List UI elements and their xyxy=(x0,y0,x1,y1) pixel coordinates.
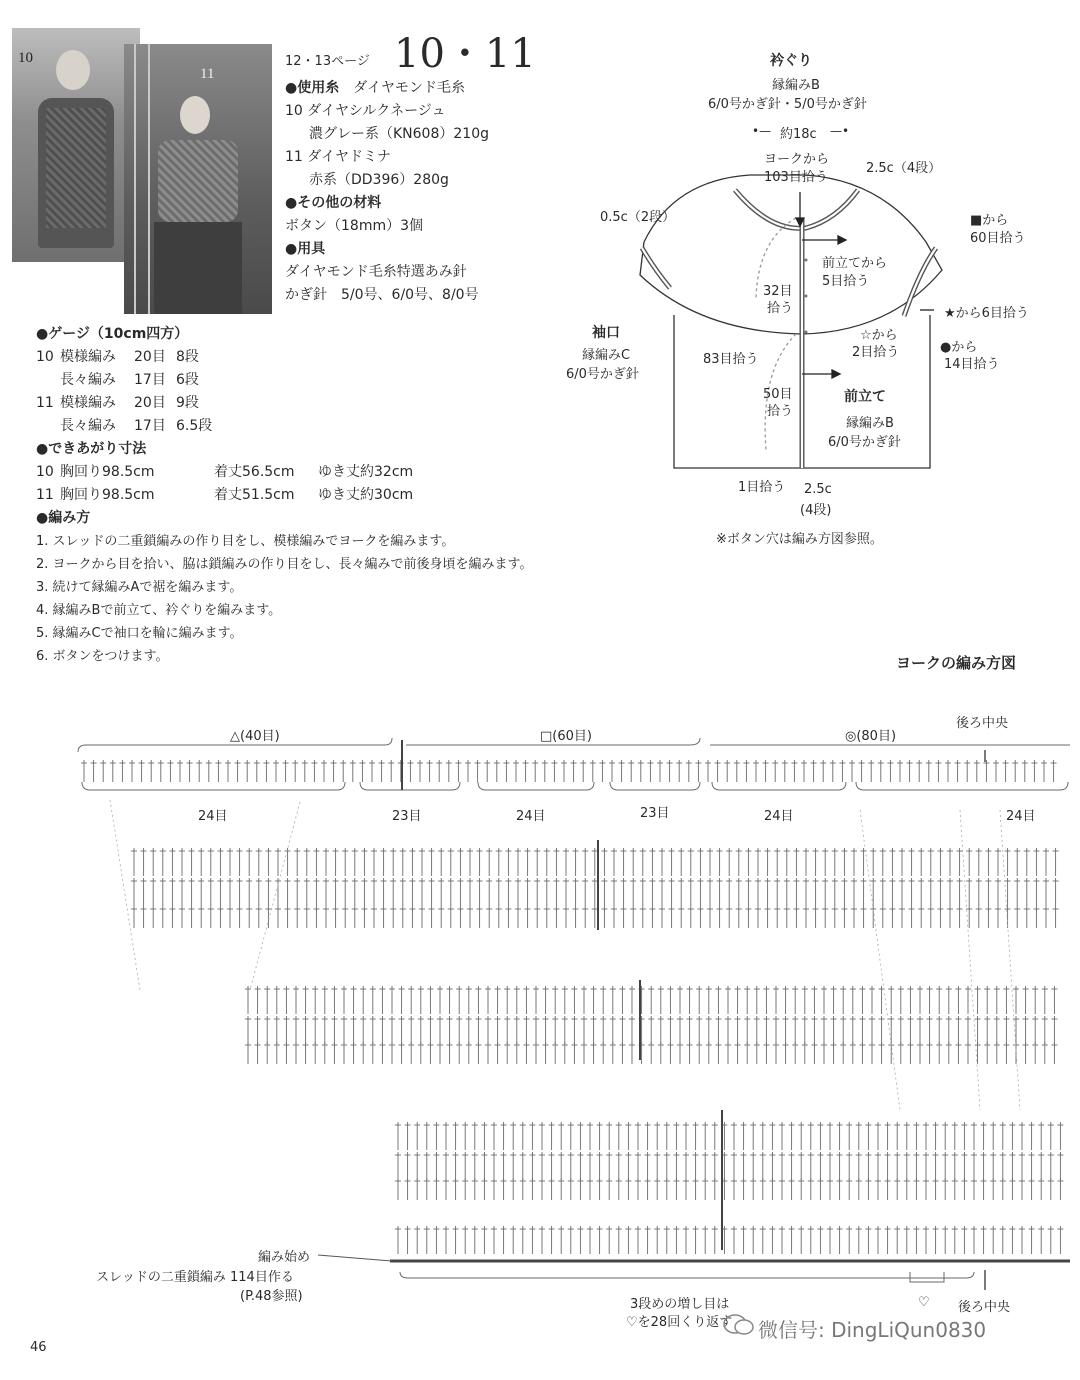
method-step: 4. 縁編みBで前立て、衿ぐりを編みます。 xyxy=(36,603,282,618)
segment-2: 23目 xyxy=(392,809,422,824)
segment-6: 24目 xyxy=(1006,809,1036,824)
yoke-pick-1: ヨークから xyxy=(764,152,830,167)
increase-bracket xyxy=(400,1272,974,1278)
guide-line xyxy=(960,810,980,1110)
chart-start-ref: (P.48参照) xyxy=(240,1289,303,1304)
bottom-rows-2: (4段) xyxy=(800,503,832,518)
yarn10-name: 10 ダイヤシルクネージュ xyxy=(285,103,446,119)
sleeve-hook: 6/0号かぎ針 xyxy=(566,367,639,382)
brace-square xyxy=(406,738,700,745)
photo-model-11 xyxy=(124,44,272,314)
method-step: 3. 続けて縁編みAで裾を編みます。 xyxy=(36,580,243,595)
gauge-row xyxy=(36,392,533,415)
size-row xyxy=(36,461,533,484)
collar-width-dim-right: —• xyxy=(830,124,850,138)
collar-edge: 縁編みB xyxy=(772,78,820,93)
pick50-2: 拾う xyxy=(767,404,794,419)
chart-start-label: 編み始め xyxy=(258,1250,311,1265)
size-cell: 着丈51.5cm xyxy=(214,487,295,503)
chart-back-center-bottom: 後ろ中央 xyxy=(958,1300,1011,1315)
yarn-brand: ダイヤモンド毛糸 xyxy=(353,80,465,96)
shoulder-rows: 0.5c（2段） xyxy=(600,210,676,225)
segment-1: 24目 xyxy=(198,809,228,824)
gauge-cell: 10 xyxy=(36,349,54,365)
gauge-cell: 11 xyxy=(36,395,54,411)
segment-bracket xyxy=(360,782,460,790)
pick1: 1目拾う xyxy=(738,480,786,495)
gauge-heading: ●ゲージ（10cm四方） xyxy=(36,326,189,342)
circle-pick-1: ●から xyxy=(940,340,978,355)
segment-bracket xyxy=(478,782,594,790)
photo-label-11: 11 xyxy=(200,66,215,82)
bottom-rows-1: 2.5c xyxy=(804,482,832,497)
sleeve-edge: 縁編みC xyxy=(582,348,631,363)
chart-back-center-top: 後ろ中央 xyxy=(956,716,1009,731)
size-cell: ゆき丈約30cm xyxy=(318,487,414,503)
placket-edge: 縁編みB xyxy=(846,416,894,431)
gauge-cell: 17目 xyxy=(134,372,166,388)
yarn11-name: 11 ダイヤドミナ xyxy=(285,149,391,165)
neck-rows: 2.5c（4段） xyxy=(866,161,942,176)
size-row xyxy=(36,484,533,507)
page-ref: 12・13ページ xyxy=(285,54,370,69)
tools-line2: かぎ針 5/0号、6/0号、8/0号 xyxy=(285,287,479,303)
photo-label-10: 10 xyxy=(18,50,33,66)
yarn11-detail: 赤系（DD396）280g xyxy=(309,172,449,188)
yarn-heading: ●使用糸 xyxy=(285,80,340,96)
chart-heart: ♡ xyxy=(918,1295,930,1310)
size-cell: ゆき丈約32cm xyxy=(318,464,414,480)
collar-width-dim: •— xyxy=(752,124,772,138)
sleeve-title: 袖口 xyxy=(592,325,620,341)
yarn10-detail: 濃グレー系（KN608）210g xyxy=(309,126,489,142)
yoke-pick-2: 103目拾う xyxy=(764,170,828,185)
wechat-icon xyxy=(722,1313,756,1337)
size-cell: 着丈56.5cm xyxy=(214,464,295,480)
gauge-row xyxy=(36,346,533,369)
chart-title: ヨークの編み方図 xyxy=(896,654,1017,672)
start-pointer xyxy=(318,1255,392,1261)
guide-line xyxy=(110,800,140,990)
gauge-cell: 20目 xyxy=(134,349,166,365)
placket-hook: 6/0号かぎ針 xyxy=(828,435,901,450)
square-pick-2: 60目拾う xyxy=(970,231,1026,246)
front-pick-1: 前立てから xyxy=(822,256,888,271)
gauge-cell: 模様編み xyxy=(60,349,116,365)
segment-bracket xyxy=(82,782,345,790)
pick32-2: 拾う xyxy=(767,301,794,316)
buttonhole-note: ※ボタン穴は編み方図参照。 xyxy=(716,532,883,547)
gauge-cell: 17目 xyxy=(134,418,166,434)
chart-triangle-label: △(40目) xyxy=(230,729,280,744)
placket-title: 前立て xyxy=(844,389,886,405)
segment-bracket xyxy=(856,782,1068,790)
heart-bracket xyxy=(910,1272,944,1282)
materials-block xyxy=(285,77,489,307)
size-cell: 11 xyxy=(36,487,54,503)
segment-5: 24目 xyxy=(764,809,794,824)
gauge-cell: 20目 xyxy=(134,395,166,411)
method-step: 6. ボタンをつけます。 xyxy=(36,649,169,664)
collar-hooks: 6/0号かぎ針・5/0号かぎ針 xyxy=(708,97,867,112)
brace-triangle xyxy=(78,738,392,752)
front-pick-2: 5目拾う xyxy=(822,274,870,289)
size-heading: ●できあがり寸法 xyxy=(36,441,147,457)
segment-4: 23目 xyxy=(640,806,670,821)
collar-title: 衿ぐり xyxy=(770,53,812,69)
chart-square-label: □(60目) xyxy=(540,729,592,744)
segment-3: 24目 xyxy=(516,809,546,824)
open-star-pick-1: ☆から xyxy=(860,328,898,343)
star-pick: ★から6目拾う xyxy=(944,306,1029,321)
guide-line xyxy=(860,810,900,1110)
gauge-cell: 模様編み xyxy=(60,395,116,411)
gauge-cell: 8段 xyxy=(176,349,199,365)
gauge-row xyxy=(36,415,533,438)
chart-start-detail: スレッドの二重鎖編み 114目作る xyxy=(96,1270,294,1285)
collar-width: 約18c xyxy=(780,127,817,142)
size-cell: 胸回り98.5cm xyxy=(60,464,155,480)
other-materials-detail: ボタン（18mm）3個 xyxy=(285,218,423,234)
gauge-cell: 長々編み xyxy=(60,372,116,388)
pick50-1: 50目 xyxy=(763,387,793,402)
gauge-cell: 6段 xyxy=(176,372,199,388)
gauge-block xyxy=(36,323,533,668)
tools-heading: ●用具 xyxy=(285,241,326,257)
open-star-pick-2: 2目拾う xyxy=(852,345,900,360)
pick32-1: 32目 xyxy=(763,284,793,299)
chart-increase-2: ♡を28回くり返す xyxy=(626,1315,733,1330)
size-cell: 胸回り98.5cm xyxy=(60,487,155,503)
guide-line xyxy=(250,802,300,990)
pattern-title: 10・11 xyxy=(394,31,536,77)
chart-increase-1: 3段めの増し目は xyxy=(630,1297,730,1312)
segment-bracket xyxy=(610,782,700,790)
gauge-cell: 9段 xyxy=(176,395,199,411)
yoke-stitch-chart xyxy=(0,690,1080,1310)
page-number: 46 xyxy=(30,1340,47,1355)
method-heading: ●編み方 xyxy=(36,510,91,526)
gauge-row xyxy=(36,369,533,392)
watermark: 微信号: DingLiQun0830 xyxy=(758,1318,987,1342)
other-materials-heading: ●その他の材料 xyxy=(285,195,382,211)
chart-circle-label: ◎(80目) xyxy=(845,729,897,744)
method-step: 5. 縁編みCで袖口を輪に編みます。 xyxy=(36,626,243,641)
circle-pick-2: 14目拾う xyxy=(944,357,1000,372)
method-step: 1. スレッドの二重鎖編みの作り目をし、模様編みでヨークを編みます。 xyxy=(36,534,455,549)
tools-line1: ダイヤモンド毛糸特選あみ針 xyxy=(285,264,467,280)
square-pick-1: ■から xyxy=(970,213,1009,228)
segment-bracket xyxy=(712,782,846,790)
size-cell: 10 xyxy=(36,464,54,480)
pick83: 83目拾う xyxy=(703,352,759,367)
method-step: 2. ヨークから目を拾い、脇は鎖編みの作り目をし、長々編みで前後身頃を編みます。 xyxy=(36,557,533,572)
gauge-cell: 6.5段 xyxy=(176,418,213,434)
gauge-cell: 長々編み xyxy=(60,418,116,434)
